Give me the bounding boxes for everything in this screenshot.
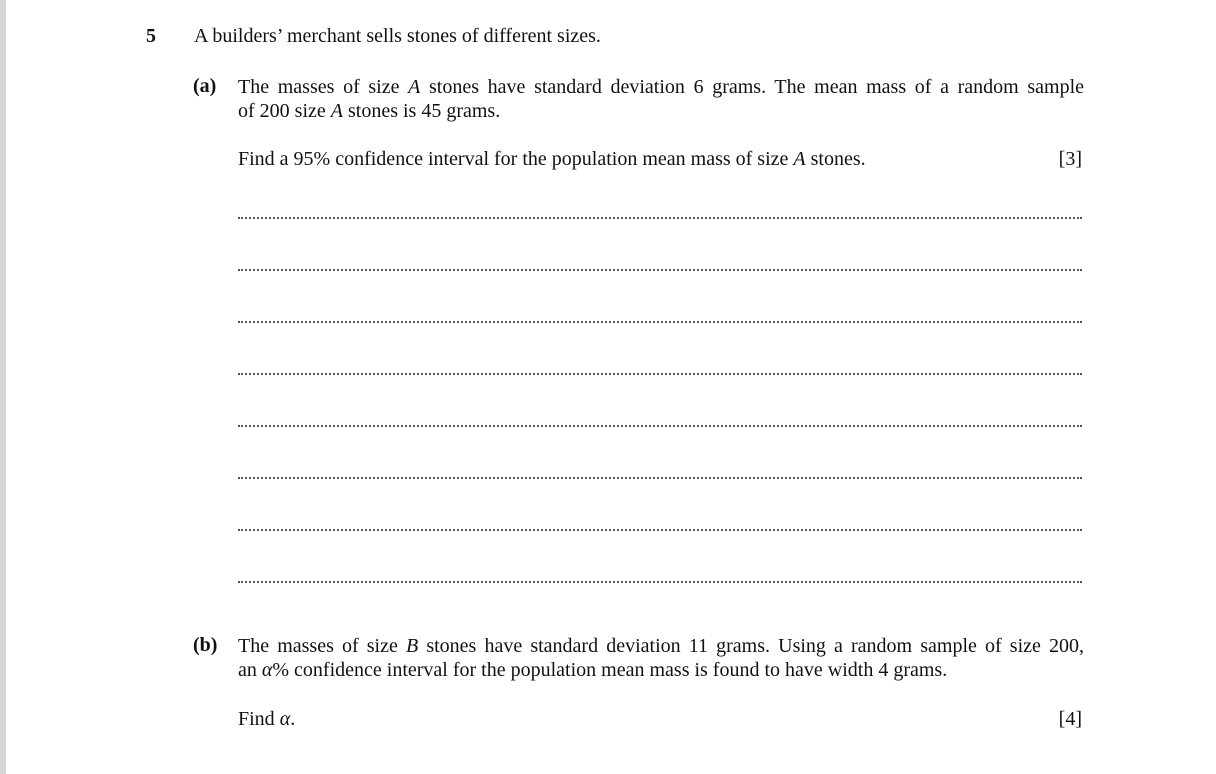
- part-b-instruction: Find α.: [238, 708, 296, 730]
- answer-line[interactable]: [238, 269, 1082, 271]
- answer-line[interactable]: [238, 373, 1082, 375]
- question-number: 5: [146, 25, 156, 47]
- part-a-marks: [3]: [1058, 148, 1082, 170]
- answer-line[interactable]: [238, 217, 1082, 219]
- answer-line[interactable]: [238, 581, 1082, 583]
- part-b-text-line1: The masses of size B stones have standard deviation 11 grams. Using a random sample of size 200,: [238, 635, 1084, 657]
- page-left-edge: [0, 0, 6, 774]
- answer-line[interactable]: [238, 529, 1082, 531]
- part-b-marks: [4]: [1058, 708, 1082, 730]
- question-stem: A builders’ merchant sells stones of different sizes.: [194, 25, 601, 47]
- part-b-label: (b): [193, 634, 218, 656]
- answer-line[interactable]: [238, 425, 1082, 427]
- part-a-label: (a): [193, 75, 217, 97]
- part-b-text-line2: an α% confidence interval for the population mean mass is found to have width 4 grams.: [238, 659, 948, 681]
- answer-line[interactable]: [238, 477, 1082, 479]
- part-a-text-line1: The masses of size A stones have standard deviation 6 grams. The mean mass of a random sample: [238, 76, 1084, 98]
- answer-line[interactable]: [238, 321, 1082, 323]
- part-a-text: [238, 75, 1084, 123]
- part-a-instruction: Find a 95% confidence interval for the population mean mass of size A stones.: [238, 148, 866, 170]
- part-a-text-line2: of 200 size A stones is 45 grams.: [238, 100, 501, 122]
- part-b-text: [238, 634, 1084, 682]
